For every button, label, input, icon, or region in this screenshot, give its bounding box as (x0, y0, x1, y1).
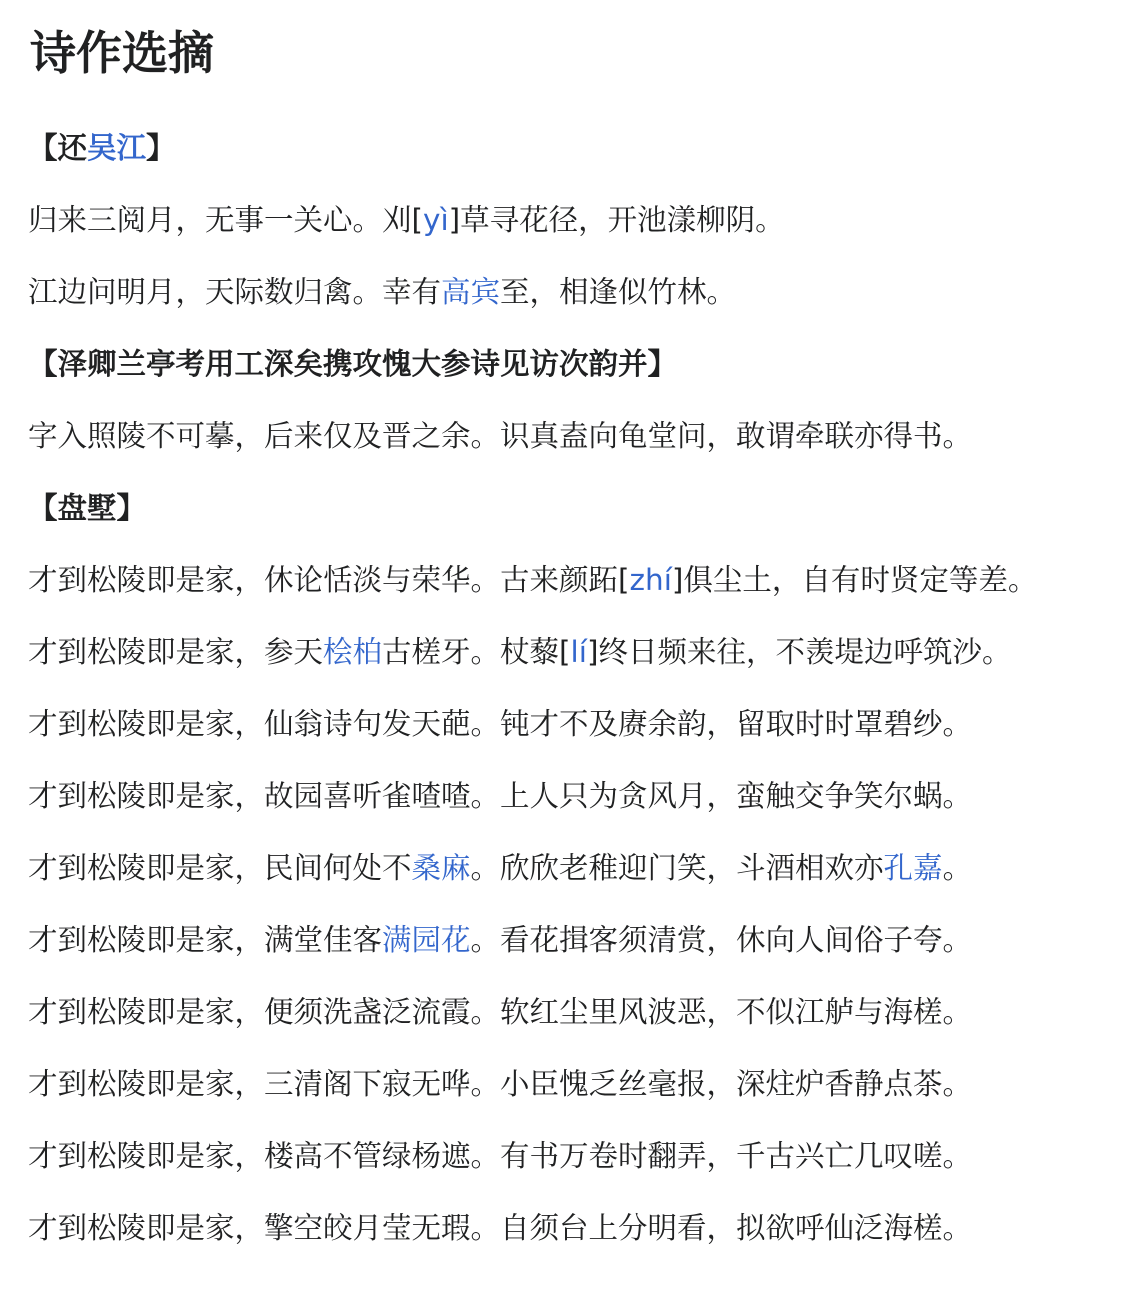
wiki-link[interactable]: 桑麻 (411, 851, 471, 885)
text-segment: 古槎牙。杖藜[ (382, 635, 571, 669)
wiki-link[interactable]: zhí (629, 563, 672, 597)
verse-line (28, 992, 972, 1032)
text-segment: 至，相逢似竹林。 (500, 275, 737, 309)
verse-line (28, 776, 972, 816)
text-segment: 才到松陵即是家，擎空皎月莹无瑕。自须台上分明看，拟欲呼仙泛海槎。 (28, 1211, 973, 1245)
text-segment: 才到松陵即是家，三清阁下寂无哗。小臣愧乏丝毫报，深炷炉香静点茶。 (28, 1067, 973, 1101)
text-segment: 才到松陵即是家，楼高不管绿杨遮。有书万卷时翻弄，千古兴亡几叹嗟。 (28, 1139, 973, 1173)
verse-line (28, 1136, 972, 1176)
verse-line (28, 920, 972, 960)
text-segment: 【泽卿兰亭考用工深矣携攻愧大参诗见访次韵并】 (28, 347, 678, 381)
text-segment: ]俱尘土，自有时贤定等差。 (671, 563, 1038, 597)
text-segment: 才到松陵即是家，满堂佳客 (28, 923, 383, 957)
text-segment: 【盘墅】 (28, 491, 147, 525)
verse-line (28, 416, 972, 456)
text-segment: ]终日频来往，不羡堤边呼筑沙。 (586, 635, 1012, 669)
text-segment: 归来三阅月，无事一关心。刈[ (28, 203, 424, 237)
verse-line (28, 200, 785, 240)
wiki-link[interactable]: 满园花 (382, 923, 471, 957)
verse-line (28, 632, 1011, 672)
wiki-link[interactable]: 桧柏 (323, 635, 383, 669)
section-heading (28, 344, 677, 384)
wiki-link[interactable]: 孔嘉 (883, 851, 943, 885)
text-segment: 。看花揖客须清赏，休向人间俗子夸。 (470, 923, 973, 957)
wiki-link[interactable]: yì (423, 203, 449, 237)
text-segment: 才到松陵即是家，休论恬淡与荣华。古来颜跖[ (28, 563, 630, 597)
verse-line (28, 1208, 972, 1248)
text-segment: 才到松陵即是家，参天 (28, 635, 324, 669)
text-segment: 字入照陵不可摹，后来仅及晋之余。识真盍向龟堂问，敢谓牵联亦得书。 (28, 419, 973, 453)
verse-line (28, 1064, 972, 1104)
text-segment: 才到松陵即是家，便须洗盏泛流霞。软红尘里风波恶，不似江舻与海槎。 (28, 995, 973, 1029)
page-title: 诗作选摘 (30, 26, 214, 80)
wiki-link[interactable]: lí (570, 635, 587, 669)
wiki-link[interactable]: 高宾 (441, 275, 501, 309)
text-segment: 。 (942, 851, 973, 885)
text-segment: 才到松陵即是家，民间何处不 (28, 851, 412, 885)
text-segment: 江边问明月，天际数归禽。幸有 (28, 275, 442, 309)
verse-line (28, 272, 736, 312)
text-segment: 才到松陵即是家，故园喜听雀喳喳。上人只为贪风月，蛮触交争笑尔蜗。 (28, 779, 973, 813)
wiki-link[interactable]: 吴江 (87, 131, 147, 165)
text-segment: ]草寻花径，开池漾柳阴。 (448, 203, 785, 237)
text-segment: 【还 (28, 131, 88, 165)
verse-line (28, 560, 1037, 600)
text-segment: 】 (146, 131, 176, 165)
verse-line (28, 848, 972, 888)
text-segment: 。欣欣老稚迎门笑，斗酒相欢亦 (470, 851, 884, 885)
section-heading (28, 488, 146, 528)
section-heading (28, 128, 176, 168)
text-segment: 才到松陵即是家，仙翁诗句发天葩。钝才不及赓余韵，留取时时罩碧纱。 (28, 707, 973, 741)
verse-line (28, 704, 972, 744)
